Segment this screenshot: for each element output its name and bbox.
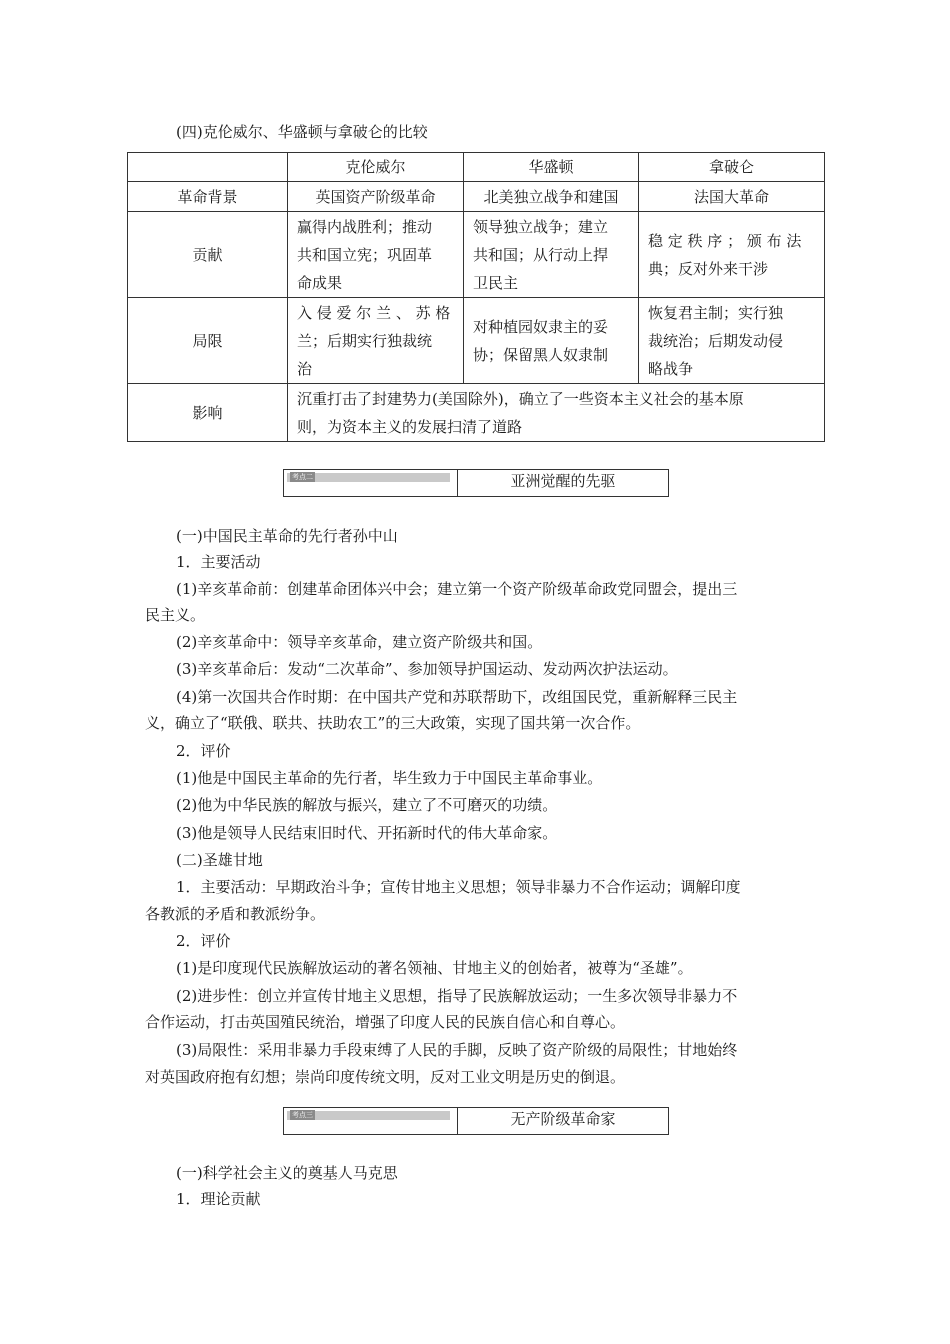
paragraph-line: 各教派的矛盾和教派纷争。 [145, 905, 326, 923]
row-label: 局限 [128, 298, 288, 384]
comparison-table [127, 152, 825, 442]
subsection-heading: (二)圣雄甘地 [176, 851, 263, 869]
section-banner [283, 469, 669, 497]
cell-line: 典；反对外来干涉 [648, 259, 769, 278]
row-label: 革命背景 [128, 182, 288, 212]
cell-line: 协；保留黑人奴隶制 [473, 345, 609, 364]
paragraph-line: 1．主要活动：早期政治斗争；宣传甘地主义思想；领导非暴力不合作运动；调解印度 [176, 878, 741, 896]
paragraph-line: (3)辛亥革命后：发动“二次革命”、参加领导护国运动、发动两次护法运动。 [176, 660, 678, 678]
table-cell: 英国资产阶级革命 [288, 182, 464, 212]
cell-line: 治 [297, 359, 313, 378]
point-heading: 1．理论贡献 [176, 1190, 261, 1208]
cell-line: 入 侵 爱 尔 兰 、 苏 格 [297, 303, 451, 322]
banner-tag-bar [287, 1111, 450, 1120]
point-heading: 2．评价 [176, 742, 231, 760]
table-row [128, 298, 825, 384]
table-row [128, 182, 825, 212]
banner-tag-label: 考点三 [292, 1111, 313, 1119]
paragraph-line: 对英国政府抱有幻想；崇尚印度传统文明，反对工业文明是历史的倒退。 [145, 1068, 626, 1086]
point-heading: 1．主要活动 [176, 553, 261, 571]
banner-title: 无产阶级革命家 [510, 1110, 616, 1128]
table-header-row [128, 153, 825, 182]
section-banner [283, 1107, 669, 1135]
paragraph-line: (2)进步性：创立并宣传甘地主义思想，指导了民族解放运动；一生多次领导非暴力不 [176, 987, 738, 1005]
paragraph-line: (1)辛亥革命前：创建革命团体兴中会；建立第一个资产阶级革命政党同盟会，提出三 [176, 580, 738, 598]
table-row [128, 384, 825, 442]
paragraph-line: (3)他是领导人民结束旧时代、开拓新时代的伟大革命家。 [176, 824, 558, 842]
cell-line: 卫民主 [473, 273, 519, 292]
banner-tag-label: 考点二 [292, 473, 313, 481]
paragraph-line: 义，确立了“联俄、联共、扶助农工”的三大政策，实现了国共第一次合作。 [145, 714, 641, 732]
table-cell [288, 298, 464, 384]
table-header-cell: 华盛顿 [464, 153, 639, 182]
paragraph-line: (4)第一次国共合作时期：在中国共产党和苏联帮助下，改组国民党，重新解释三民主 [176, 688, 738, 706]
table-cell: 法国大革命 [639, 182, 825, 212]
row-label: 贡献 [128, 212, 288, 298]
subsection-heading: (一)科学社会主义的奠基人马克思 [176, 1164, 398, 1182]
paragraph-line: (2)他为中华民族的解放与振兴，建立了不可磨灭的功绩。 [176, 796, 558, 814]
subsection-heading: (一)中国民主革命的先行者孙中山 [176, 527, 398, 545]
paragraph-line: (1)他是中国民主革命的先行者，毕生致力于中国民主革命事业。 [176, 769, 603, 787]
cell-line: 赢得内战胜利；推动 [297, 217, 433, 236]
table-header-cell [128, 153, 288, 182]
banner-tag-cell [284, 470, 458, 496]
cell-line: 共和国；从行动上捍 [473, 245, 609, 264]
cell-line: 共和国立宪；巩固革 [297, 245, 433, 264]
cell-line: 对种植园奴隶主的妥 [473, 317, 609, 336]
table-header-cell: 克伦威尔 [288, 153, 464, 182]
table-cell [464, 212, 639, 298]
cell-line: 裁统治；后期发动侵 [648, 331, 784, 350]
section-heading: (四)克伦威尔、华盛顿与拿破仑的比较 [176, 123, 428, 141]
banner-title: 亚洲觉醒的先驱 [510, 472, 616, 490]
paragraph-line: 合作运动，打击英国殖民统治，增强了印度人民的民族自信心和自尊心。 [145, 1013, 626, 1031]
cell-line: 稳 定 秩 序 ； 颁 布 法 [648, 231, 802, 250]
table-cell: 北美独立战争和建国 [464, 182, 639, 212]
row-label: 影响 [128, 384, 288, 442]
table-cell [464, 298, 639, 384]
cell-line: 恢复君主制；实行独 [648, 303, 784, 322]
table-cell [639, 298, 825, 384]
banner-tag-bar [287, 473, 450, 482]
table-cell [639, 212, 825, 298]
paragraph-line: (1)是印度现代民族解放运动的著名领袖、甘地主义的创始者，被尊为“圣雄”。 [176, 959, 693, 977]
table-cell [288, 212, 464, 298]
point-heading: 2．评价 [176, 932, 231, 950]
cell-line: 略战争 [648, 359, 694, 378]
cell-line: 沉重打击了封建势力(美国除外)，确立了一些资本主义社会的基本原 [297, 389, 744, 408]
paragraph-line: (3)局限性：采用非暴力手段束缚了人民的手脚，反映了资产阶级的局限性；甘地始终 [176, 1041, 738, 1059]
cell-line: 兰；后期实行独裁统 [297, 331, 433, 350]
cell-line: 命成果 [297, 273, 343, 292]
banner-tag-cell [284, 1108, 458, 1134]
paragraph-line: (2)辛亥革命中：领导辛亥革命，建立资产阶级共和国。 [176, 633, 543, 651]
cell-line: 领导独立战争；建立 [473, 217, 609, 236]
paragraph-line: 民主义。 [145, 606, 206, 624]
table-header-cell: 拿破仑 [639, 153, 825, 182]
cell-line: 则，为资本主义的发展扫清了道路 [297, 417, 523, 436]
table-row [128, 212, 825, 298]
table-merged-cell [288, 384, 825, 442]
